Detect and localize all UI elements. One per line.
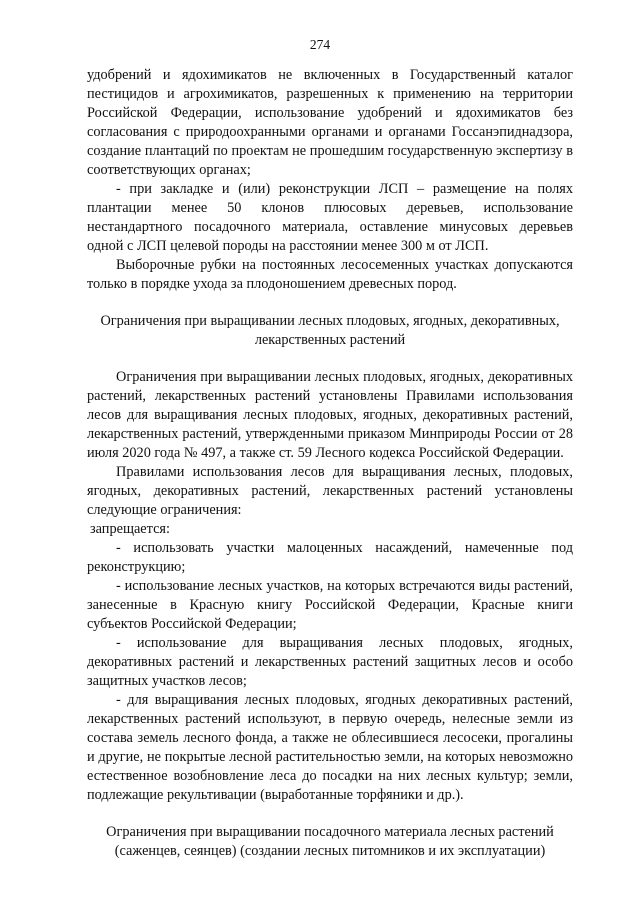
paragraph-rules-established: Правилами использования лесов для выращивания лесных, плодовых, ягодных, декоративных растений, лекарственных растений установлены следующие ограничения: (87, 464, 573, 518)
list-item-non-forest-lands: - для выращивания лесных плодовых, ягодных декоративных растений, лекарственных растений используют, в первую очередь, нелесные земли из состава земель лесного фонда, а также не облесившиеся лесосеки, прогалины и другие, не покрытые лесной растительностью земли, на которых невозможно естественное возобновление леса до посадки на них лесных культур; земли, подлежащие рекультивации (выработанные торфяники и др.). (87, 692, 573, 803)
paragraph-prohibited-label: запрещается: (90, 521, 170, 537)
paragraph-restrictions-intro: Ограничения при выращивании лесных плодовых, ягодных, декоративных растений, лекарственных растений установлены Правилами использования лесов для выращивания лесных плодовых, ягодных, декоративных растений, лекарственных растений, утвержденными приказом Минприроды России от 28 июля 2020 года № 497, а также ст. 59 Лесного кодекса Российской Федерации. (87, 369, 573, 461)
paragraph-continuation: удобрений и ядохимикатов не включенных в Государственный каталог пестицидов и агрохимикатов, разрешенных к применению на территории Российской Федерации, использование удобрений и ядохимикатов без согласования с природоохранными органами и органами Госсанэпиднадзора, создание плантаций по проектам не прошедшим государственную экспертизу в соответствующих органах; (87, 67, 573, 178)
list-item-red-book-species: - использование лесных участков, на которых встречаются виды растений, занесенные в Красную книгу Российской Федерации, Красные книги субъектов Российской Федерации; (87, 578, 573, 632)
list-item-protective-forests: - использование для выращивания лесных плодовых, ягодных, декоративных растений и лекарственных растений защитных лесов и особо защитных участков лесов; (87, 635, 573, 689)
list-item-lsp-planting: - при закладке и (или) реконструкции ЛСП – размещение на полях плантации менее 50 клонов плюсовых деревьев, использование нестандартного посадочного материала, оставление минусовых деревьев одной с ЛСП целевой породы на расстоянии менее 300 м от ЛСП. (87, 181, 573, 254)
section-heading-fruit-berry-plants: Ограничения при выращивании лесных плодовых, ягодных, декоративных, лекарственных растений (100, 313, 560, 348)
section-heading-planting-material: Ограничения при выращивании посадочного материала лесных растений (саженцев, сеянцев) (создании лесных питомников и их эксплуатации) (106, 824, 554, 859)
page-number: 274 (309, 37, 331, 52)
document-body (87, 66, 573, 861)
paragraph-selective-cutting: Выборочные рубки на постоянных лесосеменных участках допускаются только в порядке ухода за плодоношением древесных пород. (87, 257, 573, 292)
list-item-low-value-stands: - использовать участки малоценных насаждений, намеченные под реконструкцию; (87, 540, 573, 575)
